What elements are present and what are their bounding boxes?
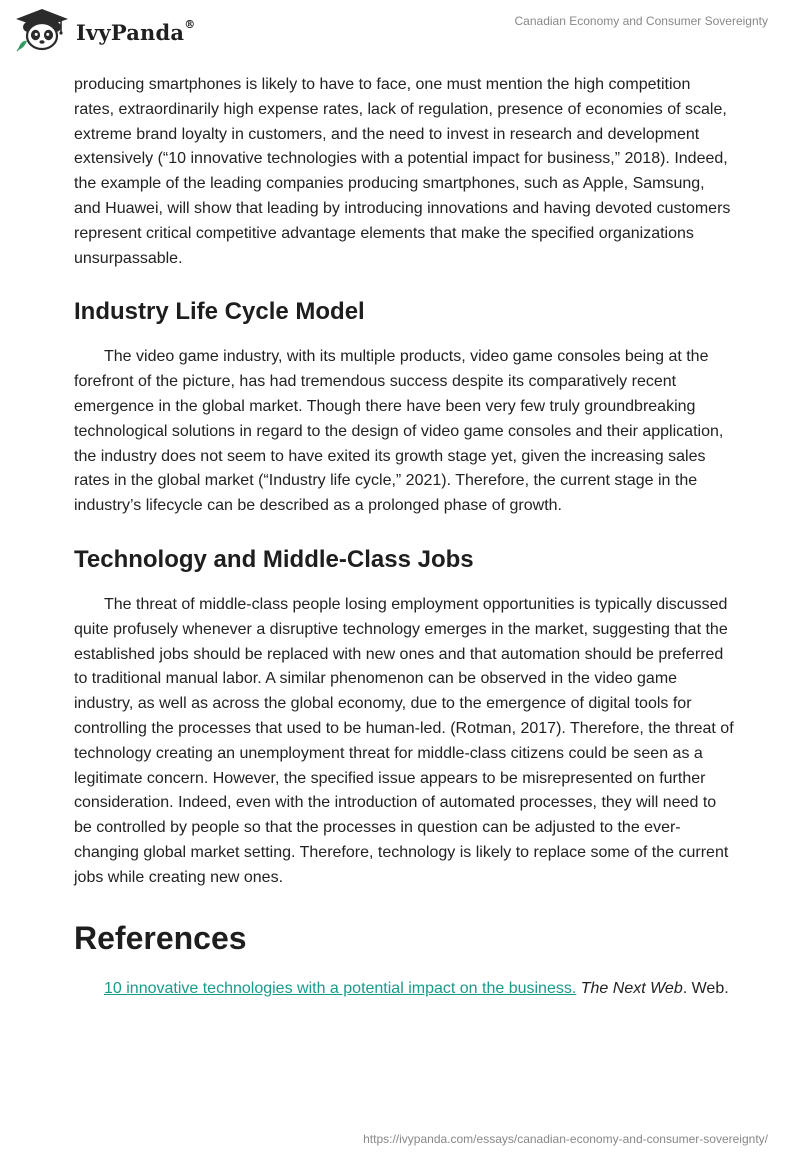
- technology-jobs-paragraph: The threat of middle-class people losing employment opportunities is typically discussed quite profusely whenever a disruptive technology emerges in the market, suggesting that the established jobs should be replaced with new ones and that automation should be preferred to traditional manual labor. A similar phenomenon can be observed in the video game industry, as well as across the global economy, due to the emergence of digital tools for controlling the processes that used to be human-led. (Rotman, 2017). Therefore, the threat of technology creating an unemployment threat for middle-class citizens could be seen as a legitimate concern. However, the specified issue appears to be misrepresented on further consideration. Indeed, even with the introduction of automated processes, they will need to be controlled by people so that the processes in question can be adjusted to the ever-changing global market setting. Therefore, technology is likely to replace some of the current jobs while creating new ones.: [74, 595, 734, 886]
- article-content: [74, 73, 734, 1001]
- footer-url[interactable]: https://ivypanda.com/essays/canadian-economy-and-consumer-sovereignty/: [363, 1132, 768, 1146]
- section-heading-technology-jobs: Technology and Middle-Class Jobs: [74, 545, 474, 573]
- document-title: Canadian Economy and Consumer Sovereignty: [514, 14, 768, 28]
- reference-tail: . Web.: [682, 979, 729, 997]
- industry-life-cycle-paragraph: The video game industry, with its multiple products, video game consoles being at the forefront of the picture, has had tremendous success despite its comparatively recent emergence in the global market. Though there have been very few truly groundbreaking technological solutions in regard to the design of video game consoles and their application, the industry does not seem to have exited its growth stage yet, given the increasing sales rates in the global market (“Industry life cycle,” 2021). Therefore, the current stage in the industry’s lifecycle can be described as a prolonged phase of growth.: [74, 348, 724, 515]
- reference-entry: [74, 977, 734, 1002]
- registered-mark: ®: [184, 17, 196, 31]
- section-heading-industry-life-cycle: Industry Life Cycle Model: [74, 298, 365, 326]
- references-heading: References: [74, 919, 247, 956]
- reference-source: The Next Web: [580, 979, 683, 997]
- panda-graduate-icon: [14, 8, 70, 52]
- ivypanda-logo[interactable]: [14, 8, 195, 52]
- page-header: [0, 0, 800, 70]
- reference-link[interactable]: 10 innovative technologies with a potential impact on the business.: [104, 979, 577, 997]
- intro-paragraph: producing smartphones is likely to have to face, one must mention the high competition rates, extraordinarily high expense rates, lack of regulation, presence of economies of scale, extreme brand loyalty in customers, and the need to invest in research and development extensively (“10 innovative technologies with a potential impact for business,” 2018). Indeed, the example of the leading companies producing smartphones, such as Apple, Samsung, and Huawei, will show that leading by introducing innovations and having devoted customers represent critical competitive advantage elements that make the specified organizations unsurpassable.: [74, 76, 731, 267]
- brand-name: IvyPanda®: [76, 17, 196, 45]
